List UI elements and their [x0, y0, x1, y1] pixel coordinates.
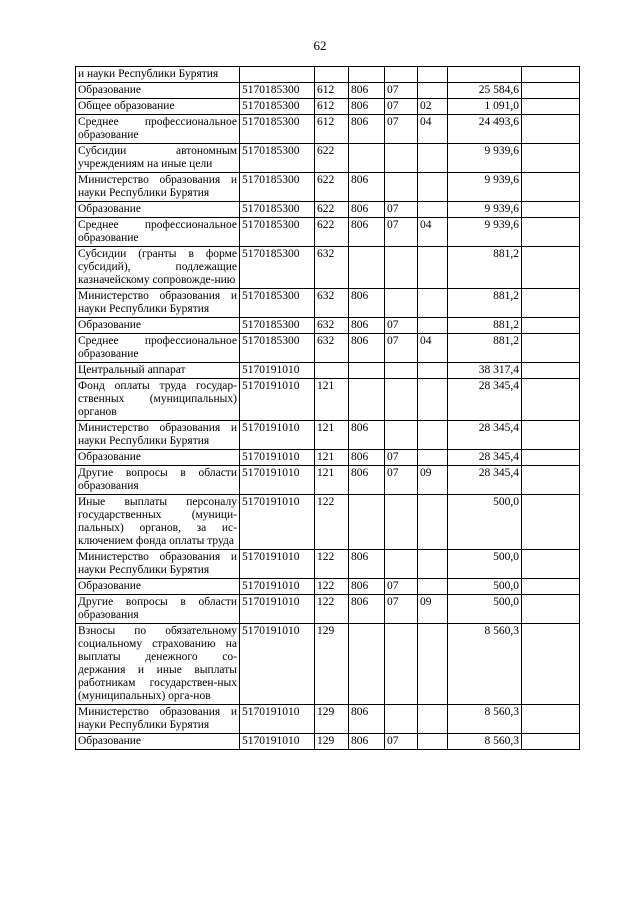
row-section-cell: 07: [385, 218, 418, 247]
row-subsection-cell: 09: [418, 466, 448, 495]
row-name-cell: Министерство образования и науки Республики Бурятия: [76, 421, 240, 450]
row-department-cell: 806: [349, 421, 385, 450]
row-amount-cell: 500,0: [448, 495, 522, 550]
row-department-cell: [349, 67, 385, 83]
row-code-cell: 5170191010: [240, 450, 315, 466]
row-name-cell: Иные выплаты персоналу государственных (муници-пальных) органов, за ис-ключением фонда оплаты труда: [76, 495, 240, 550]
row-department-cell: 806: [349, 705, 385, 734]
row-code-cell: [240, 67, 315, 83]
table-row: [76, 595, 580, 624]
row-name-cell: Фонд оплаты труда государ-ственных (муниципальных) органов: [76, 379, 240, 421]
row-amount-cell: 8 560,3: [448, 705, 522, 734]
row-extra-cell: [522, 705, 580, 734]
row-amount-cell: 28 345,4: [448, 450, 522, 466]
row-section-cell: [385, 363, 418, 379]
row-expense-type-cell: 122: [315, 495, 349, 550]
row-section-cell: [385, 173, 418, 202]
row-code-cell: 5170185300: [240, 173, 315, 202]
row-expense-type-cell: 121: [315, 421, 349, 450]
row-expense-type-cell: 129: [315, 624, 349, 705]
row-section-cell: 07: [385, 579, 418, 595]
row-amount-cell: 1 091,0: [448, 99, 522, 115]
row-name-cell: Среднее профессиональное образование: [76, 334, 240, 363]
row-subsection-cell: [418, 247, 448, 289]
table-row: [76, 450, 580, 466]
row-department-cell: 806: [349, 334, 385, 363]
row-subsection-cell: 04: [418, 115, 448, 144]
row-amount-cell: 9 939,6: [448, 202, 522, 218]
row-code-cell: 5170185300: [240, 144, 315, 173]
table-row: [76, 466, 580, 495]
row-expense-type-cell: 632: [315, 247, 349, 289]
row-code-cell: 5170185300: [240, 218, 315, 247]
row-name-cell: Образование: [76, 734, 240, 750]
table-row: [76, 379, 580, 421]
row-expense-type-cell: 622: [315, 218, 349, 247]
row-expense-type-cell: 632: [315, 289, 349, 318]
row-extra-cell: [522, 466, 580, 495]
row-section-cell: 07: [385, 595, 418, 624]
row-section-cell: 07: [385, 202, 418, 218]
table-row: [76, 318, 580, 334]
table-row: [76, 99, 580, 115]
row-subsection-cell: [418, 83, 448, 99]
row-expense-type-cell: 612: [315, 99, 349, 115]
row-department-cell: [349, 363, 385, 379]
row-department-cell: 806: [349, 99, 385, 115]
row-department-cell: 806: [349, 550, 385, 579]
row-extra-cell: [522, 115, 580, 144]
row-department-cell: [349, 379, 385, 421]
row-department-cell: 806: [349, 202, 385, 218]
row-code-cell: 5170185300: [240, 99, 315, 115]
row-code-cell: 5170191010: [240, 705, 315, 734]
row-extra-cell: [522, 550, 580, 579]
row-amount-cell: 500,0: [448, 595, 522, 624]
row-expense-type-cell: [315, 67, 349, 83]
row-amount-cell: 24 493,6: [448, 115, 522, 144]
row-amount-cell: [448, 67, 522, 83]
row-extra-cell: [522, 334, 580, 363]
table-row: [76, 363, 580, 379]
row-subsection-cell: [418, 173, 448, 202]
row-department-cell: 806: [349, 289, 385, 318]
row-subsection-cell: [418, 421, 448, 450]
table-row: [76, 83, 580, 99]
row-name-cell: Взносы по обязательному социальному страхованию на выплаты денежного со-держания и иные выплаты работникам государствен-ных (муниципальных) орга-нов: [76, 624, 240, 705]
row-subsection-cell: [418, 379, 448, 421]
budget-table: [75, 66, 580, 750]
row-section-cell: [385, 550, 418, 579]
row-subsection-cell: [418, 202, 448, 218]
table-row: [76, 421, 580, 450]
row-amount-cell: 881,2: [448, 318, 522, 334]
row-subsection-cell: [418, 450, 448, 466]
row-expense-type-cell: 122: [315, 595, 349, 624]
row-name-cell: Образование: [76, 83, 240, 99]
row-expense-type-cell: 129: [315, 705, 349, 734]
row-amount-cell: 9 939,6: [448, 144, 522, 173]
row-extra-cell: [522, 379, 580, 421]
row-expense-type-cell: 121: [315, 466, 349, 495]
row-department-cell: [349, 624, 385, 705]
row-name-cell: Министерство образования и науки Республики Бурятия: [76, 550, 240, 579]
row-code-cell: 5170191010: [240, 495, 315, 550]
row-expense-type-cell: 121: [315, 379, 349, 421]
row-amount-cell: 8 560,3: [448, 624, 522, 705]
table-row: [76, 115, 580, 144]
row-code-cell: 5170185300: [240, 83, 315, 99]
row-amount-cell: 28 345,4: [448, 421, 522, 450]
row-code-cell: 5170191010: [240, 363, 315, 379]
table-row: [76, 734, 580, 750]
table-row: [76, 334, 580, 363]
row-extra-cell: [522, 579, 580, 595]
row-extra-cell: [522, 363, 580, 379]
row-extra-cell: [522, 67, 580, 83]
row-section-cell: 07: [385, 334, 418, 363]
row-extra-cell: [522, 202, 580, 218]
row-section-cell: 07: [385, 99, 418, 115]
row-code-cell: 5170191010: [240, 579, 315, 595]
row-subsection-cell: [418, 318, 448, 334]
row-expense-type-cell: 622: [315, 173, 349, 202]
row-section-cell: [385, 144, 418, 173]
row-amount-cell: 881,2: [448, 334, 522, 363]
row-section-cell: [385, 379, 418, 421]
row-department-cell: 806: [349, 173, 385, 202]
row-amount-cell: 500,0: [448, 550, 522, 579]
row-amount-cell: 28 345,4: [448, 466, 522, 495]
row-department-cell: 806: [349, 595, 385, 624]
row-code-cell: 5170185300: [240, 202, 315, 218]
row-extra-cell: [522, 289, 580, 318]
row-department-cell: [349, 495, 385, 550]
row-name-cell: Субсидии (гранты в форме субсидий), подлежащие казначейскому сопровожде-нию: [76, 247, 240, 289]
row-section-cell: [385, 624, 418, 705]
row-department-cell: 806: [349, 466, 385, 495]
row-name-cell: Среднее профессиональное образование: [76, 115, 240, 144]
row-expense-type-cell: 129: [315, 734, 349, 750]
row-section-cell: [385, 495, 418, 550]
row-department-cell: 806: [349, 579, 385, 595]
row-name-cell: Центральный аппарат: [76, 363, 240, 379]
row-subsection-cell: [418, 579, 448, 595]
row-expense-type-cell: 122: [315, 579, 349, 595]
row-department-cell: 806: [349, 83, 385, 99]
row-amount-cell: 500,0: [448, 579, 522, 595]
row-extra-cell: [522, 734, 580, 750]
row-extra-cell: [522, 173, 580, 202]
table-row: [76, 144, 580, 173]
row-section-cell: [385, 67, 418, 83]
row-subsection-cell: [418, 550, 448, 579]
table-row: [76, 579, 580, 595]
row-extra-cell: [522, 624, 580, 705]
row-subsection-cell: 04: [418, 334, 448, 363]
row-subsection-cell: [418, 67, 448, 83]
row-code-cell: 5170191010: [240, 379, 315, 421]
row-department-cell: [349, 247, 385, 289]
row-expense-type-cell: [315, 363, 349, 379]
table-row: [76, 624, 580, 705]
row-extra-cell: [522, 595, 580, 624]
row-extra-cell: [522, 218, 580, 247]
row-expense-type-cell: 121: [315, 450, 349, 466]
row-amount-cell: 881,2: [448, 247, 522, 289]
row-extra-cell: [522, 247, 580, 289]
row-name-cell: Среднее профессиональное образование: [76, 218, 240, 247]
row-section-cell: [385, 421, 418, 450]
row-name-cell: и науки Республики Бурятия: [76, 67, 240, 83]
row-extra-cell: [522, 421, 580, 450]
row-name-cell: Другие вопросы в области образования: [76, 595, 240, 624]
row-expense-type-cell: 612: [315, 115, 349, 144]
row-code-cell: 5170185300: [240, 247, 315, 289]
row-section-cell: 07: [385, 734, 418, 750]
row-expense-type-cell: 612: [315, 83, 349, 99]
row-section-cell: 07: [385, 466, 418, 495]
table-row: [76, 705, 580, 734]
row-amount-cell: 25 584,6: [448, 83, 522, 99]
row-name-cell: Общее образование: [76, 99, 240, 115]
row-department-cell: [349, 144, 385, 173]
row-code-cell: 5170185300: [240, 318, 315, 334]
row-department-cell: 806: [349, 318, 385, 334]
row-name-cell: Субсидии автономным учреждениям на иные цели: [76, 144, 240, 173]
row-department-cell: 806: [349, 450, 385, 466]
row-amount-cell: 8 560,3: [448, 734, 522, 750]
row-code-cell: 5170191010: [240, 466, 315, 495]
row-extra-cell: [522, 99, 580, 115]
table-row: [76, 202, 580, 218]
row-subsection-cell: [418, 705, 448, 734]
row-subsection-cell: [418, 144, 448, 173]
row-subsection-cell: 09: [418, 595, 448, 624]
row-code-cell: 5170191010: [240, 595, 315, 624]
row-extra-cell: [522, 450, 580, 466]
row-department-cell: 806: [349, 218, 385, 247]
table-row: [76, 173, 580, 202]
table-body: [76, 67, 580, 750]
row-subsection-cell: [418, 363, 448, 379]
row-amount-cell: 9 939,6: [448, 218, 522, 247]
row-name-cell: Министерство образования и науки Республики Бурятия: [76, 173, 240, 202]
row-amount-cell: 881,2: [448, 289, 522, 318]
row-subsection-cell: [418, 495, 448, 550]
row-subsection-cell: [418, 734, 448, 750]
row-amount-cell: 9 939,6: [448, 173, 522, 202]
row-section-cell: [385, 247, 418, 289]
row-code-cell: 5170191010: [240, 421, 315, 450]
row-section-cell: 07: [385, 83, 418, 99]
row-section-cell: [385, 289, 418, 318]
row-subsection-cell: 02: [418, 99, 448, 115]
table-row: [76, 67, 580, 83]
row-name-cell: Образование: [76, 579, 240, 595]
row-name-cell: Министерство образования и науки Республики Бурятия: [76, 289, 240, 318]
row-amount-cell: 28 345,4: [448, 379, 522, 421]
row-extra-cell: [522, 83, 580, 99]
table-row: [76, 495, 580, 550]
row-code-cell: 5170191010: [240, 624, 315, 705]
row-name-cell: Образование: [76, 318, 240, 334]
row-expense-type-cell: 632: [315, 318, 349, 334]
row-section-cell: 07: [385, 450, 418, 466]
table-row: [76, 289, 580, 318]
row-extra-cell: [522, 318, 580, 334]
page-number: 62: [313, 38, 327, 53]
row-amount-cell: 38 317,4: [448, 363, 522, 379]
row-expense-type-cell: 622: [315, 144, 349, 173]
table-row: [76, 550, 580, 579]
row-code-cell: 5170191010: [240, 734, 315, 750]
table-row: [76, 247, 580, 289]
row-subsection-cell: 04: [418, 218, 448, 247]
row-expense-type-cell: 122: [315, 550, 349, 579]
row-subsection-cell: [418, 289, 448, 318]
row-name-cell: Образование: [76, 202, 240, 218]
row-name-cell: Министерство образования и науки Республики Бурятия: [76, 705, 240, 734]
row-name-cell: Образование: [76, 450, 240, 466]
table-row: [76, 218, 580, 247]
row-department-cell: 806: [349, 115, 385, 144]
row-section-cell: 07: [385, 115, 418, 144]
row-department-cell: 806: [349, 734, 385, 750]
row-name-cell: Другие вопросы в области образования: [76, 466, 240, 495]
row-code-cell: 5170191010: [240, 550, 315, 579]
row-section-cell: [385, 705, 418, 734]
row-section-cell: 07: [385, 318, 418, 334]
row-expense-type-cell: 632: [315, 334, 349, 363]
row-code-cell: 5170185300: [240, 115, 315, 144]
row-expense-type-cell: 622: [315, 202, 349, 218]
row-subsection-cell: [418, 624, 448, 705]
row-extra-cell: [522, 495, 580, 550]
row-code-cell: 5170185300: [240, 289, 315, 318]
row-code-cell: 5170185300: [240, 334, 315, 363]
row-extra-cell: [522, 144, 580, 173]
